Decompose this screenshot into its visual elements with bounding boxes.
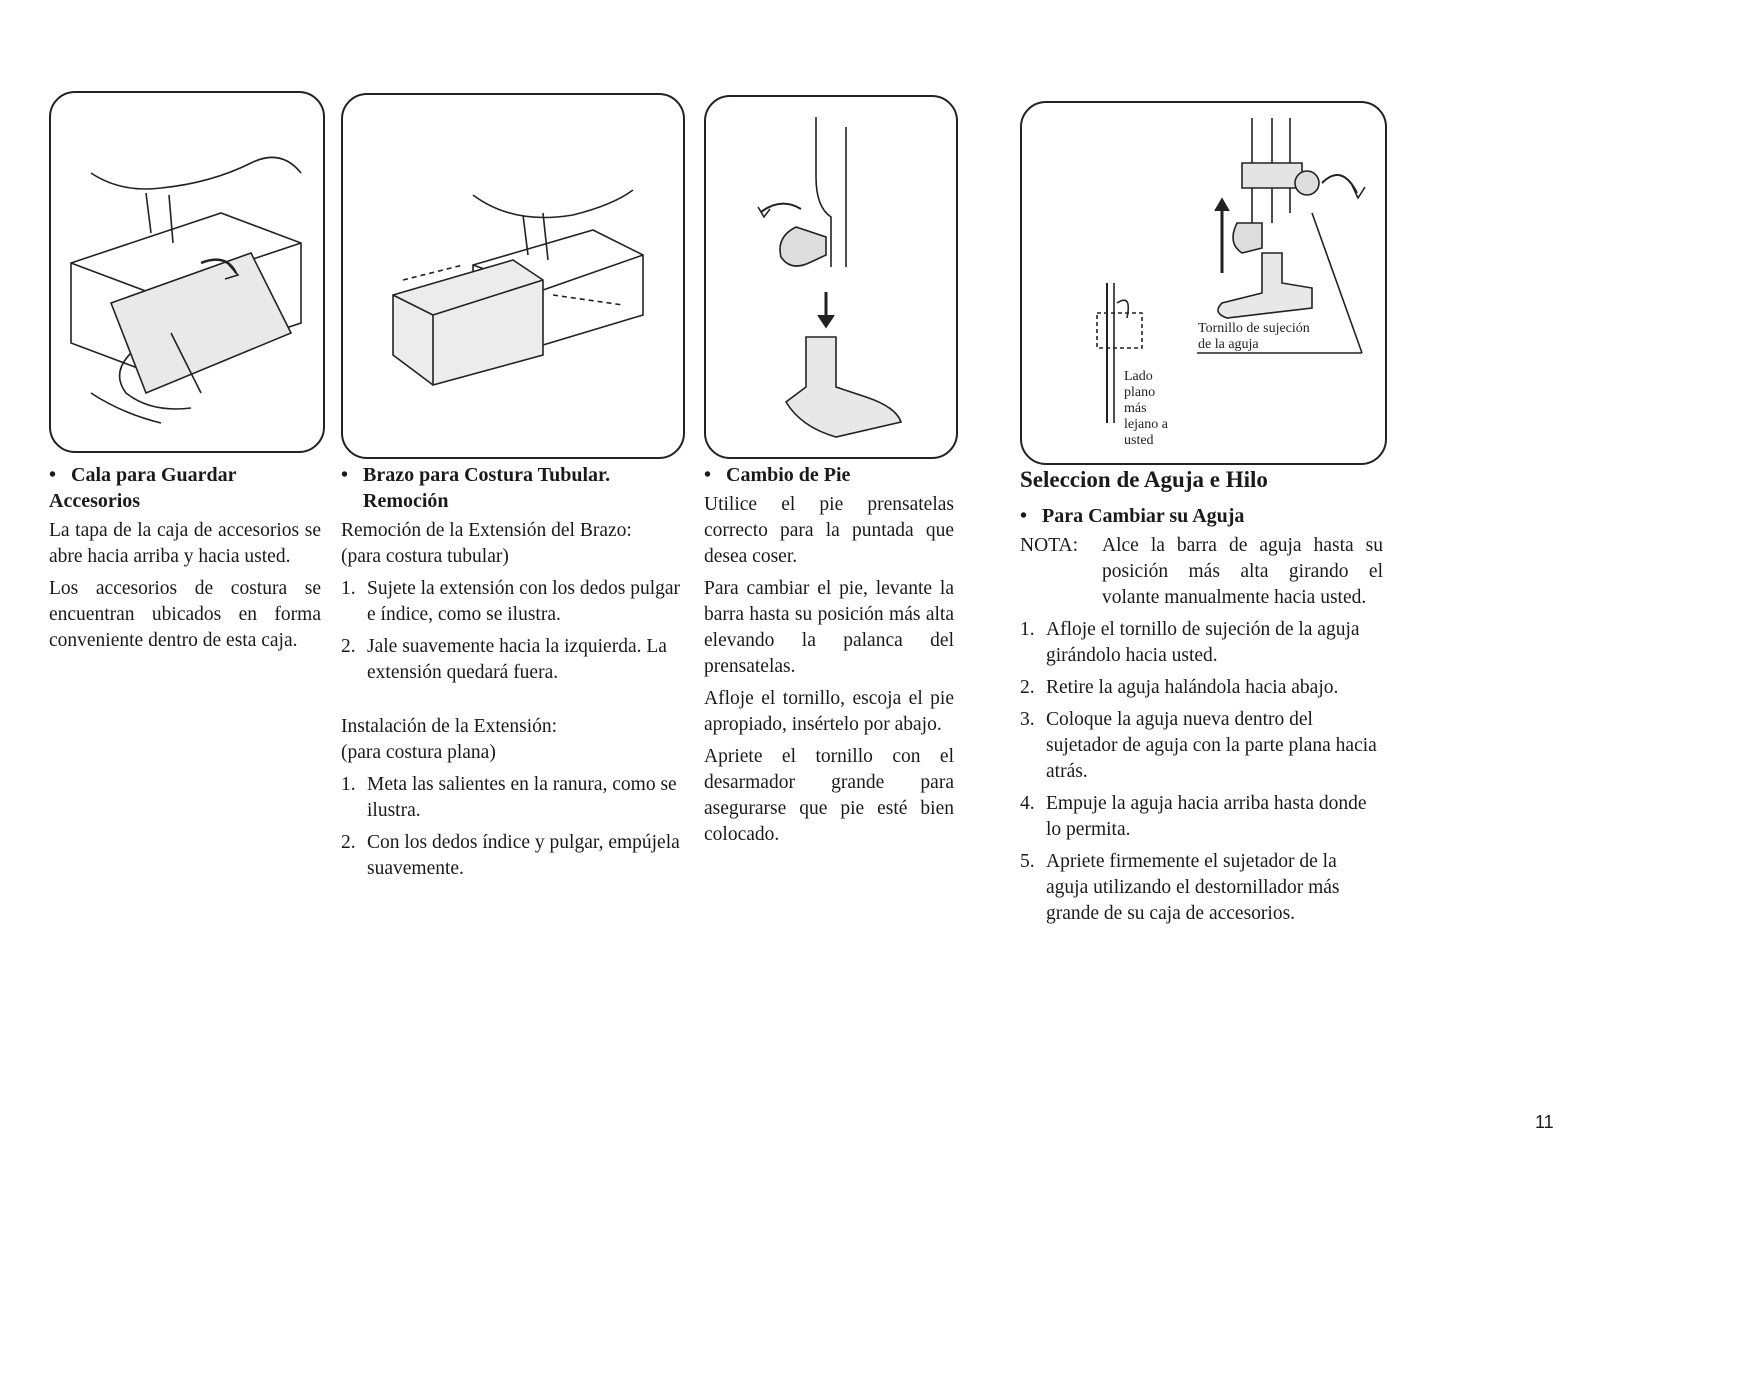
needle-steps bbox=[1020, 617, 1383, 927]
step-text: Sujete la extensión con los dedos pulgar e índice, como se ilustra. bbox=[367, 578, 681, 625]
column-accessory-box bbox=[49, 462, 321, 660]
removal-steps bbox=[341, 576, 681, 686]
column-needle bbox=[1020, 465, 1383, 933]
step-text: Jale suavemente hacia la izquierda. La extensión quedará fuera. bbox=[367, 636, 667, 683]
step-text: Coloque la aguja nueva dentro del sujetador de aguja con la parte plana hacia atrás. bbox=[1046, 709, 1377, 782]
flat-label-line: Lado bbox=[1124, 369, 1153, 384]
screw-label-line1: Tornillo de sujeción bbox=[1198, 321, 1310, 336]
step-number: 5. bbox=[1020, 851, 1035, 872]
bullet: • bbox=[341, 464, 349, 486]
arm-extension-heading bbox=[341, 462, 681, 514]
step-text: Meta las salientes en la ranura, como se ilustra. bbox=[367, 774, 677, 821]
step-text: Afloje el tornillo de sujeción de la aguja girándolo hacia usted. bbox=[1046, 619, 1360, 666]
step-text: Empuje la aguja hacia arriba hasta donde lo permita. bbox=[1046, 793, 1367, 840]
step-number: 4. bbox=[1020, 793, 1035, 814]
illustration-accessory-box bbox=[49, 91, 325, 453]
bullet: • bbox=[704, 464, 712, 486]
needle-heading bbox=[1020, 503, 1383, 529]
flat-label-line: usted bbox=[1124, 433, 1154, 448]
arm-extension-heading-line2: Remoción bbox=[363, 490, 449, 512]
presser-foot-paragraph: Afloje el tornillo, escoja el pie apropiado, insértelo por abajo. bbox=[704, 688, 954, 735]
needle-heading-text: Para Cambiar su Aguja bbox=[1042, 505, 1245, 527]
flat-label-line: más bbox=[1124, 401, 1147, 416]
arm-extension-drawing bbox=[343, 95, 683, 457]
illustration-needle-change bbox=[1020, 101, 1387, 465]
step-text: Apriete firmemente el sujetador de la aguja utilizando el destornillador más grande de su caja de accesorios. bbox=[1046, 851, 1340, 924]
screw-label-line2: de la aguja bbox=[1198, 337, 1259, 352]
presser-foot-heading-text: Cambio de Pie bbox=[726, 464, 851, 486]
step-number: 1. bbox=[341, 774, 356, 795]
flat-side-label bbox=[1124, 369, 1168, 449]
accessory-box-heading bbox=[49, 462, 321, 514]
install-steps bbox=[341, 772, 681, 882]
list-item bbox=[1020, 791, 1383, 843]
list-item bbox=[1020, 617, 1383, 669]
bullet: • bbox=[49, 464, 57, 486]
install-subtitle: (para costura plana) bbox=[341, 742, 496, 763]
presser-foot-drawing bbox=[706, 97, 956, 457]
step-number: 2. bbox=[1020, 677, 1035, 698]
list-item bbox=[1020, 849, 1383, 927]
step-number: 3. bbox=[1020, 709, 1035, 730]
step-number: 1. bbox=[341, 578, 356, 599]
removal-subtitle: (para costura tubular) bbox=[341, 546, 509, 567]
screw-label bbox=[1198, 321, 1310, 353]
list-item bbox=[1020, 675, 1383, 701]
arm-extension-heading-line1: Brazo para Costura Tubular. bbox=[363, 464, 611, 486]
column-presser-foot bbox=[704, 462, 954, 854]
step-number: 2. bbox=[341, 636, 356, 657]
nota-label: NOTA: bbox=[1020, 535, 1079, 556]
needle-change-drawing bbox=[1022, 103, 1385, 463]
flat-label-line: lejano a bbox=[1124, 417, 1168, 432]
step-number: 2. bbox=[341, 832, 356, 853]
accessory-box-drawing bbox=[51, 93, 323, 451]
illustration-presser-foot bbox=[704, 95, 958, 459]
install-title: Instalación de la Extensión: bbox=[341, 716, 558, 737]
removal-title: Remoción de la Extensión del Brazo: bbox=[341, 520, 632, 541]
presser-foot-paragraph: Apriete el tornillo con el desarmador grande para asegurarse que pie esté bien colocado. bbox=[704, 746, 954, 845]
list-item bbox=[341, 576, 681, 628]
presser-foot-heading bbox=[704, 462, 954, 488]
bullet: • bbox=[1020, 505, 1028, 527]
nota-text: Alce la barra de aguja hasta su posición más alta girando el volante manualmente hacia usted. bbox=[1102, 535, 1383, 608]
accessory-box-heading-text: Cala para Guardar Accesorios bbox=[49, 464, 237, 512]
accessory-box-paragraph: La tapa de la caja de accesorios se abre hacia arriba y hacia usted. bbox=[49, 520, 321, 567]
list-item bbox=[1020, 707, 1383, 785]
accessory-box-paragraph: Los accesorios de costura se encuentran ubicados en forma conveniente dentro de esta caja. bbox=[49, 578, 321, 651]
step-text: Con los dedos índice y pulgar, empújela suavemente. bbox=[367, 832, 680, 879]
column-arm-extension bbox=[341, 462, 681, 888]
presser-foot-paragraph: Para cambiar el pie, levante la barra hasta su posición más alta elevando la palanca del prensatelas. bbox=[704, 578, 954, 677]
page-number: 11 bbox=[1535, 1112, 1554, 1132]
list-item bbox=[341, 634, 681, 686]
step-text: Retire la aguja halándola hacia abajo. bbox=[1046, 677, 1339, 698]
flat-label-line: plano bbox=[1124, 385, 1156, 400]
step-number: 1. bbox=[1020, 619, 1035, 640]
presser-foot-paragraph: Utilice el pie prensatelas correcto para la puntada que desea coser. bbox=[704, 494, 954, 567]
needle-section-title: Seleccion de Aguja e Hilo bbox=[1020, 467, 1268, 492]
illustration-arm-extension bbox=[341, 93, 685, 459]
nota-block bbox=[1020, 533, 1383, 611]
list-item bbox=[341, 772, 681, 824]
list-item bbox=[341, 830, 681, 882]
